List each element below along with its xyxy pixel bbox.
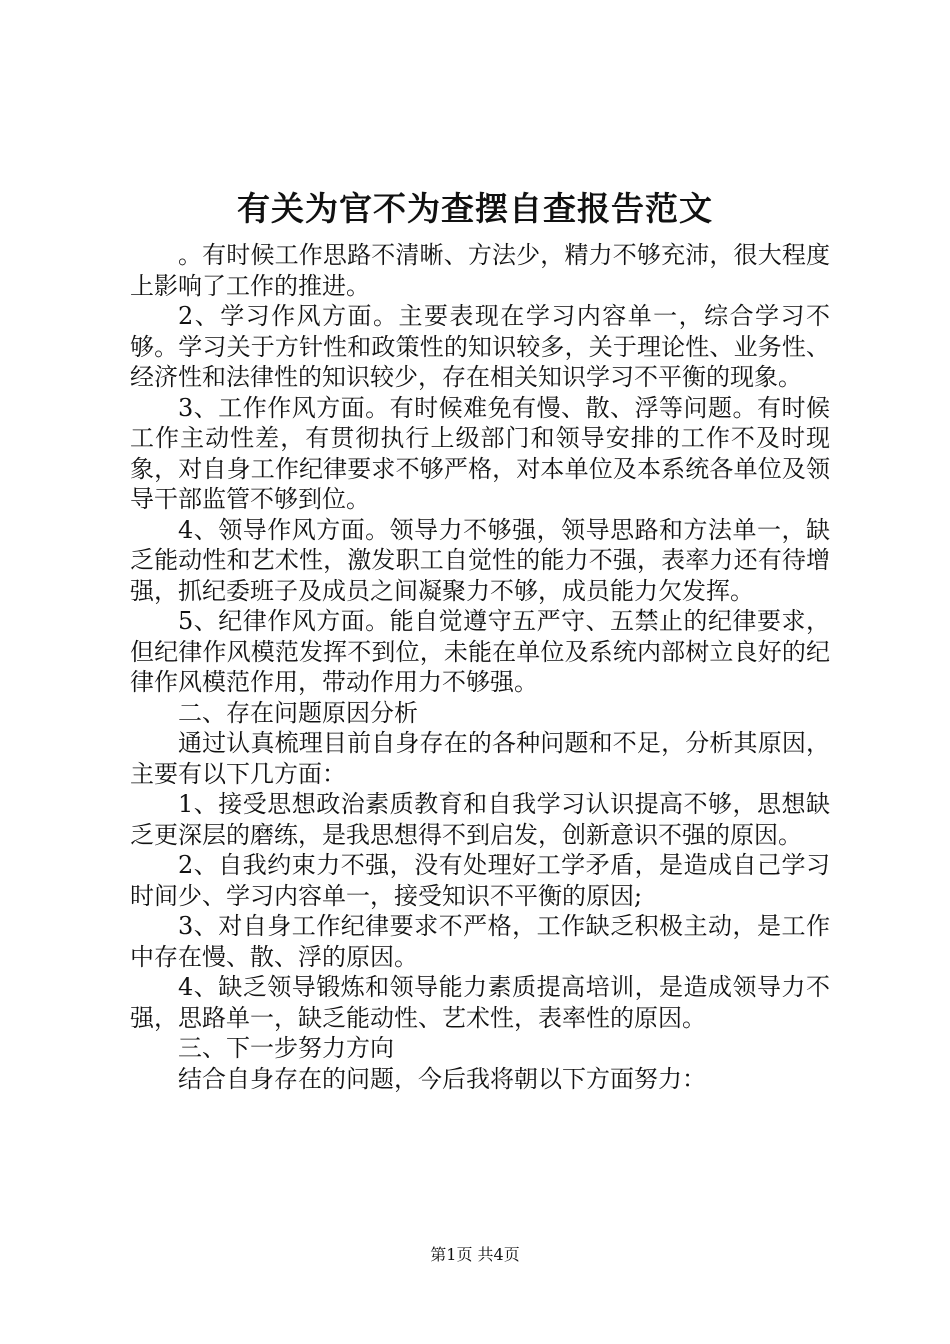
paragraph: 4、领导作风方面。领导力不够强，领导思路和方法单一，缺乏能动性和艺术性，激发职工自觉性的能力不强，表率力还有待增强，抓纪委班子及成员之间凝聚力不够，成员能力欠发挥。 [130,515,830,605]
paragraph: 结合自身存在的问题，今后我将朝以下方面努力： [178,1064,706,1093]
section-heading: 二、存在问题原因分析 [178,698,418,727]
document-title: 有关为官不为查摆自查报告范文 [237,189,713,228]
section-heading: 三、下一步努力方向 [178,1034,394,1062]
paragraph: 2、学习作风方面。主要表现在学习内容单一，综合学习不够。学习关于方针性和政策性的知识较多，关于理论性、业务性、经济性和法律性的知识较少，存在相关知识学习不平衡的现象。 [130,302,830,391]
paragraph: 5、纪律作风方面。能自觉遵守五严守、五禁止的纪律要求，但纪律作风模范发挥不到位，未能在单位及系统内部树立良好的纪律作风模范作用，带动作用力不够强。 [130,607,830,696]
paragraph: 3、工作作风方面。有时候难免有慢、散、浮等问题。有时候工作主动性差，有贯彻执行上级部门和领导安排的工作不及时现象，对自身工作纪律要求不够严格，对本单位及本系统各单位及领导干部监管不够到位。 [130,393,830,513]
paragraph: 3、对自身工作纪律要求不严格，工作缺乏积极主动，是工作中存在慢、散、浮的原因。 [130,912,830,971]
page-number: 第1页 共4页 [430,1245,520,1264]
document-body [130,240,830,1094]
paragraph: 通过认真梳理目前自身存在的各种问题和不足，分析其原因，主要有以下几方面： [130,729,830,788]
paragraph: 。有时候工作思路不清晰、方法少，精力不够充沛，很大程度上影响了工作的推进。 [130,241,830,300]
paragraph: 1、接受思想政治素质教育和自我学习认识提高不够，思想缺乏更深层的磨练，是我思想得不到启发，创新意识不强的原因。 [130,790,830,849]
paragraph: 2、自我约束力不强，没有处理好工学矛盾，是造成自己学习时间少、学习内容单一，接受知识不平衡的原因; [130,851,830,910]
paragraph: 4、缺乏领导锻炼和领导能力素质提高培训，是造成领导力不强，思路单一，缺乏能动性、艺术性，表率性的原因。 [130,973,830,1032]
